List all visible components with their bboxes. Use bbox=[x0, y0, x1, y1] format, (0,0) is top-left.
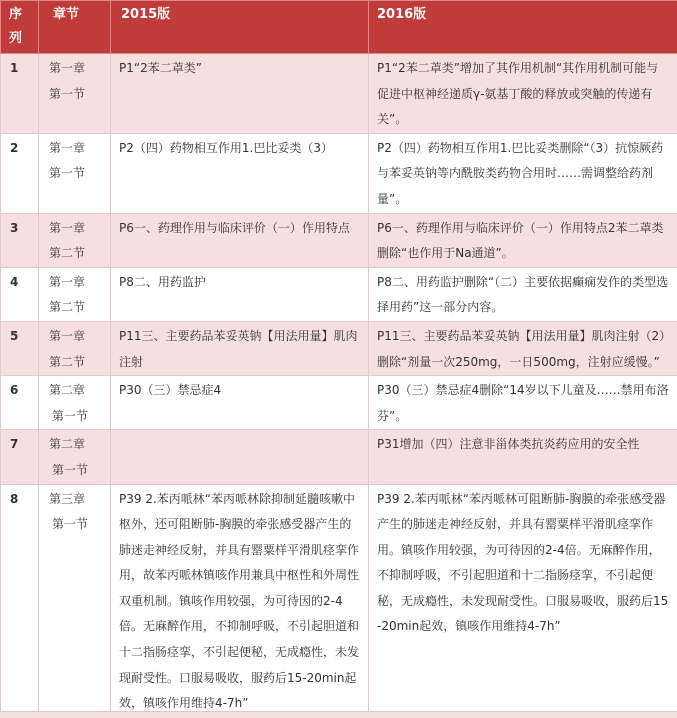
row-2015-text: P2（四）药物相互作用1.巴比妥类（3） bbox=[111, 133, 369, 213]
row-chapter-cell bbox=[39, 213, 111, 267]
row-2015-text: P39 2.苯丙哌林“苯丙哌林除抑制延髓咳嗽中枢外，还可阻断肺-胸膜的牵张感受器产生的肺迷走神经反射，并具有罂粟样平滑肌痉挛作用，故苯丙哌林镇咳作用兼具中枢性和外周性双重机制。镇咳作用较强，为可待因的2-4倍。无麻醉作用，不抑制呼吸，不引起胆道和十二指肠痉挛，不引起便秘，无成瘾性，未发现耐受性。口服易吸收，服药后15-20min起效，镇咳作用维持4-7h” bbox=[111, 484, 369, 717]
table-row bbox=[1, 54, 677, 134]
header-2016: 2016版 bbox=[369, 1, 677, 54]
row-2016-text: P31增加（四）注意非甾体类抗炎药应用的安全性 bbox=[369, 430, 677, 484]
row-2016-text: P11三、主要药品苯妥英钠【用法用量】肌肉注射（2）删除“剂量一次250mg，一日500mg，注射应缓慢。” bbox=[369, 321, 677, 375]
table-row bbox=[1, 321, 677, 375]
row-chapter: 第一章 bbox=[49, 220, 86, 235]
row-chapter-cell bbox=[39, 484, 111, 717]
row-seq: 2 bbox=[1, 133, 39, 213]
row-section: 第一节 bbox=[52, 462, 89, 477]
row-chapter-cell bbox=[39, 267, 111, 321]
row-section: 第二节 bbox=[49, 300, 86, 315]
row-chapter: 第三章 bbox=[49, 491, 86, 506]
row-2016-text: P2（四）药物相互作用1.巴比妥类删除“（3）抗惊厥药与苯妥英钠等内酰胺类药物合用时……需调整给药剂量”。 bbox=[369, 133, 677, 213]
table-row bbox=[1, 213, 677, 267]
table-row bbox=[1, 376, 677, 430]
row-2015-text: P30（三）禁忌症4 bbox=[111, 376, 369, 430]
table-row bbox=[1, 430, 677, 484]
row-seq: 4 bbox=[1, 267, 39, 321]
row-section: 第一节 bbox=[49, 86, 86, 101]
row-chapter: 第一章 bbox=[49, 274, 86, 289]
row-chapter: 第一章 bbox=[49, 140, 86, 155]
row-chapter-cell bbox=[39, 54, 111, 134]
row-chapter: 第二章 bbox=[49, 437, 86, 452]
row-2016-text: P6一、药理作用与临床评价（一）作用特点2苯二䓬类删除“也作用于Na通道”。 bbox=[369, 213, 677, 267]
row-seq: 7 bbox=[1, 430, 39, 484]
row-section: 第一节 bbox=[52, 517, 89, 532]
row-seq: 1 bbox=[1, 54, 39, 134]
row-chapter-cell bbox=[39, 376, 111, 430]
row-chapter: 第一章 bbox=[49, 328, 86, 343]
row-chapter: 第二章 bbox=[49, 383, 86, 398]
row-2015-text: P8二、用药监护 bbox=[111, 267, 369, 321]
row-chapter-cell bbox=[39, 321, 111, 375]
row-chapter-cell bbox=[39, 430, 111, 484]
table-row bbox=[1, 267, 677, 321]
row-section: 第一节 bbox=[52, 408, 89, 423]
row-2015-text: P6一、药理作用与临床评价（一）作用特点 bbox=[111, 213, 369, 267]
row-seq: 3 bbox=[1, 213, 39, 267]
row-2016-text: P1“2苯二䓬类”增加了其作用机制“其作用机制可能与促进中枢神经递质γ-氨基丁酸的释放或突触的传递有关”。 bbox=[369, 54, 677, 134]
row-seq: 6 bbox=[1, 376, 39, 430]
row-chapter-cell bbox=[39, 133, 111, 213]
row-seq: 8 bbox=[1, 484, 39, 717]
row-section: 第二节 bbox=[49, 354, 86, 369]
table-row bbox=[1, 133, 677, 213]
header-2015: 2015版 bbox=[111, 1, 369, 54]
header-chapter: 章节 bbox=[39, 1, 111, 54]
header-seq: 序列 bbox=[1, 1, 39, 54]
row-chapter: 第一章 bbox=[49, 61, 86, 75]
next-row-band bbox=[0, 711, 677, 718]
row-2016-text: P39 2.苯丙哌林“苯丙哌林可阻断肺-胸膜的牵张感受器产生的肺迷走神经反射，并具有罂粟样平滑肌痉挛作用。镇咳作用较强，为可待因的2-4倍。无麻醉作用，不抑制呼吸，不引起胆道和十二指肠痉挛，不引起便秘，无成瘾性，未发现耐受性。口服易吸收，服药后15-20min起效，镇咳作用维持4-7h” bbox=[369, 484, 677, 717]
row-2015-text bbox=[111, 430, 369, 484]
row-section: 第一节 bbox=[49, 166, 86, 181]
row-seq: 5 bbox=[1, 321, 39, 375]
table-row bbox=[1, 484, 677, 717]
row-2016-text: P8二、用药监护删除“（二）主要依据癫痫发作的类型选择用药”这一部分内容。 bbox=[369, 267, 677, 321]
row-2015-text: P1“2苯二䓬类” bbox=[111, 54, 369, 134]
row-section: 第二节 bbox=[49, 246, 86, 261]
table-header-row bbox=[1, 1, 677, 54]
row-2016-text: P30（三）禁忌症4删除“14岁以下儿童及……禁用布洛芬”。 bbox=[369, 376, 677, 430]
row-2015-text: P11三、主要药品苯妥英钠【用法用量】肌肉注射 bbox=[111, 321, 369, 375]
